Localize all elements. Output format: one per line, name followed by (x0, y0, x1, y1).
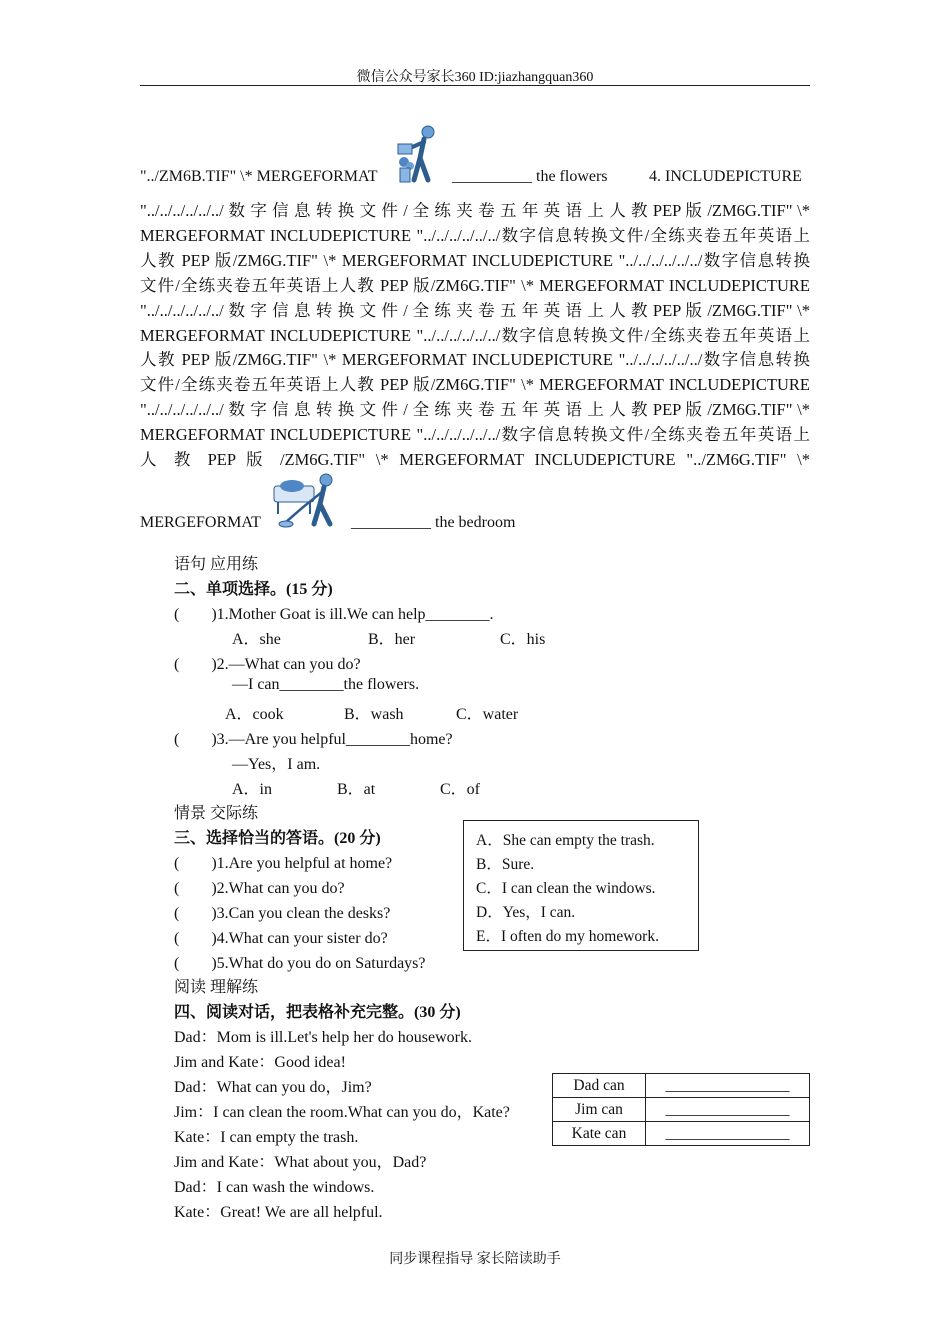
s2-question-2: ( )2.—What can you do? (174, 656, 361, 673)
section4-title: 四、阅读对话，把表格补充完整。(30 分) (174, 1004, 461, 1021)
page-header: 微信公众号家长360 ID:jiazhangquan360 (356, 70, 594, 85)
line1-right: 4. INCLUDEPICTURE (649, 168, 802, 185)
answer-options-box (463, 820, 699, 951)
answer-option: B．Sure. (476, 856, 535, 873)
table-row (553, 1074, 810, 1098)
watering-flowers-icon (394, 124, 444, 186)
answer-option: D．Yes，I can. (476, 904, 576, 921)
s2-q3-sub: —Yes，I am. (232, 756, 321, 773)
row-label: Jim can (553, 1098, 646, 1122)
section3-kicker: 情景 交际练 (174, 805, 259, 822)
s2-question-3: ( )3.—Are you helpful________home? (174, 731, 453, 748)
answer-blank[interactable]: ________________ (646, 1098, 810, 1122)
section2-kicker: 语句 应用练 (174, 556, 259, 573)
table-row (553, 1098, 810, 1122)
answer-option: C．I can clean the windows. (476, 880, 656, 897)
s2-q2-option-a: A．cook (225, 706, 284, 723)
s2-q3-option-c: C．of (440, 781, 481, 798)
para-line: MERGEFORMAT INCLUDEPICTURE "../../../../../../数字信息转换文件/全练夹卷五年英语上 (140, 425, 810, 445)
answer-blank[interactable]: ________________ (646, 1074, 810, 1098)
page-footer: 同步课程指导 家长陪读助手 (389, 1252, 561, 1267)
para-line: MERGEFORMAT INCLUDEPICTURE "../../../../../../数字信息转换文件/全练夹卷五年英语上 (140, 225, 810, 245)
line1-left: "../ZM6B.TIF" \* MERGEFORMAT (140, 168, 378, 185)
last-blank: __________ the bedroom (351, 514, 516, 531)
row-label: Dad can (553, 1074, 646, 1098)
cleaning-bedroom-icon (272, 472, 346, 530)
s3-question: ( )3.Can you clean the desks? (174, 905, 391, 922)
dialogue-line: Jim and Kate：What about you，Dad? (174, 1154, 427, 1171)
para-line: 文件/全练夹卷五年英语上人教 PEP 版/ZM6G.TIF" \* MERGEFORMAT INCLUDEPICTURE (140, 375, 810, 395)
dialogue-line: Dad：I can wash the windows. (174, 1179, 375, 1196)
para-line: 人教 PEP 版/ZM6G.TIF" \* MERGEFORMAT INCLUDEPICTURE "../../../../../../数字信息转换 (140, 350, 810, 370)
s2-q2-sub: —I can________the flowers. (232, 676, 420, 693)
s3-question: ( )2.What can you do? (174, 880, 345, 897)
answer-blank[interactable]: ________________ (646, 1122, 810, 1146)
para-line: 人教 PEP 版/ZM6G.TIF" \* MERGEFORMAT INCLUDEPICTURE "../../../../../../数字信息转换 (140, 250, 810, 270)
s3-question: ( )1.Are you helpful at home? (174, 855, 393, 872)
last-left: MERGEFORMAT (140, 514, 261, 531)
s2-q3-option-a: A．in (232, 781, 273, 798)
header-divider (140, 85, 810, 86)
include-paragraph (140, 199, 810, 473)
dialogue-line: Kate：I can empty the trash. (174, 1129, 359, 1146)
s3-question: ( )5.What do you do on Saturdays? (174, 955, 426, 972)
s2-q2-option-b: B．wash (344, 706, 404, 723)
s2-q1-option-a: A．she (232, 631, 281, 648)
answer-option: E．I often do my homework. (476, 928, 659, 945)
section2-title: 二、单项选择。(15 分) (174, 581, 333, 598)
fill-in-table (552, 1073, 810, 1146)
line1-blank: __________ the flowers (452, 168, 608, 185)
dialogue-line: Jim：I can clean the room.What can you do，Kate? (174, 1104, 510, 1121)
s2-q1-option-b: B．her (368, 631, 416, 648)
answer-option: A．She can empty the trash. (476, 832, 655, 849)
para-line: "../../../../../../ 数 字 信 息 转 换 文 件 / 全 练 夹 卷 五 年 英 语 上 人 教 PEP 版 /ZM6G.TIF" \* (140, 201, 810, 220)
s2-question-1: ( )1.Mother Goat is ill.We can help________. (174, 606, 494, 623)
dialogue-line: Jim and Kate：Good idea! (174, 1054, 346, 1071)
row-label: Kate can (553, 1122, 646, 1146)
s2-q2-option-c: C．water (456, 706, 519, 723)
para-line: "../../../../../../ 数 字 信 息 转 换 文 件 / 全 练 夹 卷 五 年 英 语 上 人 教 PEP 版 /ZM6G.TIF" \* (140, 400, 810, 420)
dialogue-line: Dad：What can you do，Jim? (174, 1079, 372, 1096)
section3-title: 三、选择恰当的答语。(20 分) (174, 830, 381, 847)
table-row (553, 1122, 810, 1146)
para-line: MERGEFORMAT INCLUDEPICTURE "../../../../../../数字信息转换文件/全练夹卷五年英语上 (140, 325, 810, 345)
s2-q1-option-c: C．his (500, 631, 546, 648)
dialogue-line: Kate：Great! We are all helpful. (174, 1204, 383, 1221)
para-line: "../../../../../../ 数 字 信 息 转 换 文 件 / 全 练 夹 卷 五 年 英 语 上 人 教 PEP 版 /ZM6G.TIF" \* (140, 300, 810, 320)
para-line: 文件/全练夹卷五年英语上人教 PEP 版/ZM6G.TIF" \* MERGEFORMAT INCLUDEPICTURE (140, 275, 810, 295)
para-line: 人 教 PEP 版 /ZM6G.TIF" \* MERGEFORMAT INCLUDEPICTURE "../ZM6G.TIF" \* (140, 450, 810, 470)
dialogue-line: Dad：Mom is ill.Let's help her do housework. (174, 1029, 472, 1046)
section4-kicker: 阅读 理解练 (174, 979, 259, 996)
s2-q3-option-b: B．at (337, 781, 376, 798)
s3-question: ( )4.What can your sister do? (174, 930, 388, 947)
